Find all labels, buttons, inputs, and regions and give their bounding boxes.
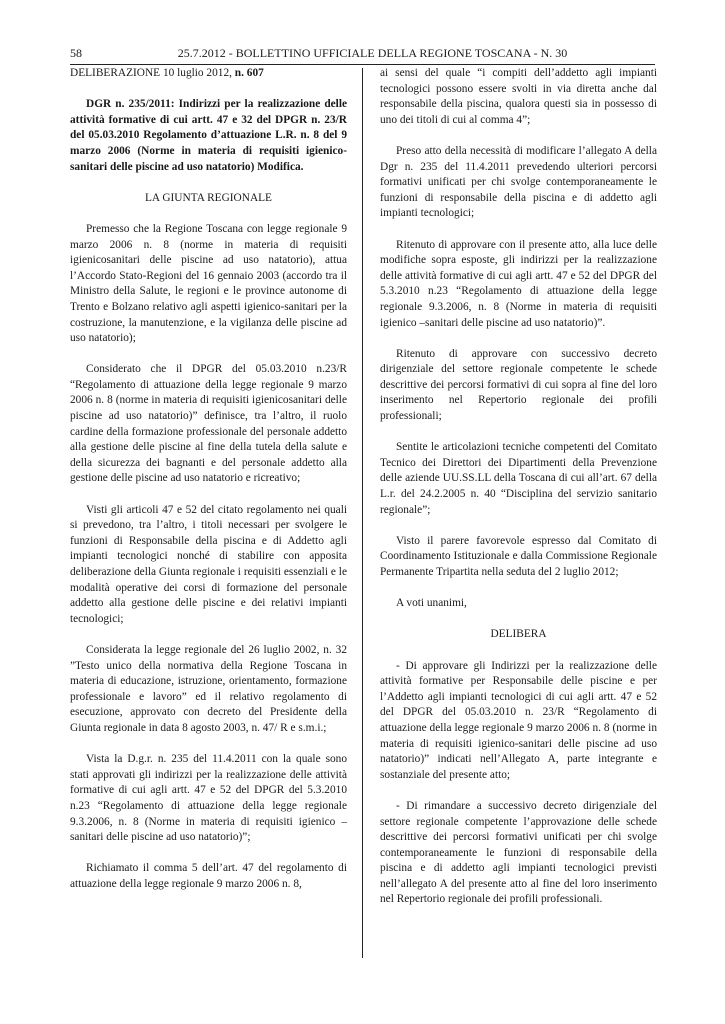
paragraph-vista: Vista la D.g.r. n. 235 del 11.4.2011 con la quale sono stati approvati gli indirizzi per la realizzazione delle attività formative di cui agli artt. 47 e 52 del DPGR del 5.3.2010 n.23 “Regolamento di attuazione della legge regionale 9.3.2006, n. 8 (Norme in materia di requisiti igienico –sanitari delle piscine ad uso natatorio)”; <box>70 753 347 844</box>
paragraph-premesso: Premesso che la Regione Toscana con legge regionale 9 marzo 2006 n. 8 (norme in materia di requisiti igienicosanitari delle piscine ad uso natatorio), attua l’Accordo Stato-Regioni del 16 gennaio 2003 (accordo tra il Ministro della Salute, le regioni e le province autonome di Trento e Bolzano relativo agli aspetti igienico-sanitari per la costruzione, la manutenzione, e la vigilanza delle piscine ad uso natatorio); <box>70 222 347 345</box>
page-number: 58 <box>70 46 82 60</box>
paragraph-richiamato: Richiamato il comma 5 dell’art. 47 del regolamento di attuazione della legge regionale 9 marzo 2006 n. 8, <box>70 862 347 890</box>
paragraph-voti: A voti unanimi, <box>396 597 467 610</box>
delibera-heading: DELIBERA <box>490 628 547 641</box>
paragraph-sentite: Sentite le articolazioni tecniche competenti del Comitato Tecnico dei Direttori dei Dipartimenti della Prevenzione delle aziende UU.SS.LL della Toscana di cui all’art. 67 della L.r. del 24.2.2005 n. 40 “Disciplina del servizio sanitario regionale”; <box>380 441 657 516</box>
giunta-heading: LA GIUNTA REGIONALE <box>144 191 272 204</box>
deliberazione-heading <box>70 66 347 82</box>
right-column <box>380 66 657 908</box>
deliberazione-number: n. 607 <box>234 67 264 79</box>
paragraph-considerata: Considerata la legge regionale del 26 luglio 2002, n. 32 ”Testo unico della normativa della Regione Toscana in materia di educazione, istruzione, orientamento, formazione professionale e lavoro” ed il relativo regolamento di esecuzione, approvato con decreto del Presidente della Giunta regionale in data 8 agosto 2003, n. 47/ R e s.m.i.; <box>70 643 347 734</box>
paragraph-visti: Visti gli articoli 47 e 52 del citato regolamento nei quali si prevedono, tra l’altro, i titoli necessari per svolgere le funzioni di Responsabile della piscina e di Addetto agli impianti tecnologici nonché di stabilire con apposita deliberazione della Giunta regionale i requisiti essenziali e le modalità operative dei corsi di formazione del personale addetto alla gestione delle piscine e dei relativi impianti tecnologici; <box>70 503 347 625</box>
running-title: 25.7.2012 - BOLLETTINO UFFICIALE DELLA REGIONE TOSCANA - N. 30 <box>177 46 568 60</box>
paragraph-ritenuto-1: Ritenuto di approvare con il presente atto, alla luce delle modifiche sopra esposte, gli indirizzi per la realizzazione delle attività formative di cui agli artt. 47 e 52 del DPGR del 5.3.2010 n.23 “Regolamento di attuazione della legge regionale 9.3.2006, n. 8 (Norme in materia di requisiti igienico –sanitari delle piscine ad uso natatorio)”. <box>380 238 657 329</box>
paragraph-continuation: ai sensi del quale “i compiti dell’addetto agli impianti tecnologici possono essere svolti in via diretta anche dal responsabile della piscina, qualora questi sia in possesso di uno dei titoli di cui al comma 4”; <box>380 67 657 126</box>
paragraph-considerato: Considerato che il DPGR del 05.03.2010 n.23/R “Regolamento di attuazione della legge regionale 9 marzo 2006 n. 8 (norme in materia di requisiti igienicosanitari delle piscine ad uso natatorio)” definisce, tra l’altro, il ruolo cardine della formazione professionale del personale addetto alla gestione delle piscine al fine della tutela della salute e della sicurezza dei bagnanti e del personale addetto alla gestione delle piscine ad uso natatorio e ricreativo; <box>70 363 347 485</box>
deliberazione-title: DGR n. 235/2011: Indirizzi per la realizzazione delle attività formative di cui artt. 47 e 32 del DPGR n. 23/R del 05.03.2010 Regolamento d’attuazione L.R. n. 8 del 9 marzo 2006 (Norme in materia di requisiti igienico-sanitari delle piscine ad uso natatorio) Modifica. <box>70 98 347 173</box>
left-column <box>70 66 347 892</box>
decision-rimandare: - Di rimandare a successivo decreto dirigenziale del settore regionale competente l’approvazione delle schede descrittive dei percorsi formativi unificati per chi svolge contemporaneamente le funzioni di responsabile della piscina e di addetto agli impianti tecnologici previsti nell’allegato A del presente atto al fine del loro inserimento nel Repertorio regionale dei profili professionali. <box>380 799 657 906</box>
paragraph-ritenuto-2: Ritenuto di approvare con successivo decreto dirigenziale del settore regionale competente le schede descrittive dei percorsi formativi di cui sopra al fine del loro inserimento nel Repertorio regionale dei profili professionali; <box>380 347 657 423</box>
page-header <box>70 44 655 65</box>
column-divider <box>362 68 363 958</box>
paragraph-preso-atto: Preso atto della necessità di modificare l’allegato A della Dgr n. 235 del 11.4.2011 prevedendo ulteriori percorsi formativi unificati per chi svolge contemporaneamente le funzioni di responsabile della piscina e di addetto agli impianti tecnologici; <box>380 144 657 220</box>
decision-approvare: - Di approvare gli Indirizzi per la realizzazione delle attività formative per Responsabile delle piscine e per l’Addetto agli impianti tecnologici di cui agli artt. 47 e 52 del DPGR del 05.03.2010 n. 23/R “Regolamento di attuazione della legge regionale 9 marzo 2006 n. 8 (norme in materia di requisiti igienico-sanitari delle piscine ad uso natatorio)” indicati nell’Allegato A, parte integrante e sostanziale del presente atto; <box>380 659 657 781</box>
paragraph-visto: Visto il parere favorevole espresso dal Comitato di Coordinamento Istituzionale e dalla Commissione Regionale Permanente Tripartita nella seduta del 2 luglio 2012; <box>380 534 657 578</box>
deliberazione-prefix: DELIBERAZIONE 10 luglio 2012, <box>70 67 235 79</box>
